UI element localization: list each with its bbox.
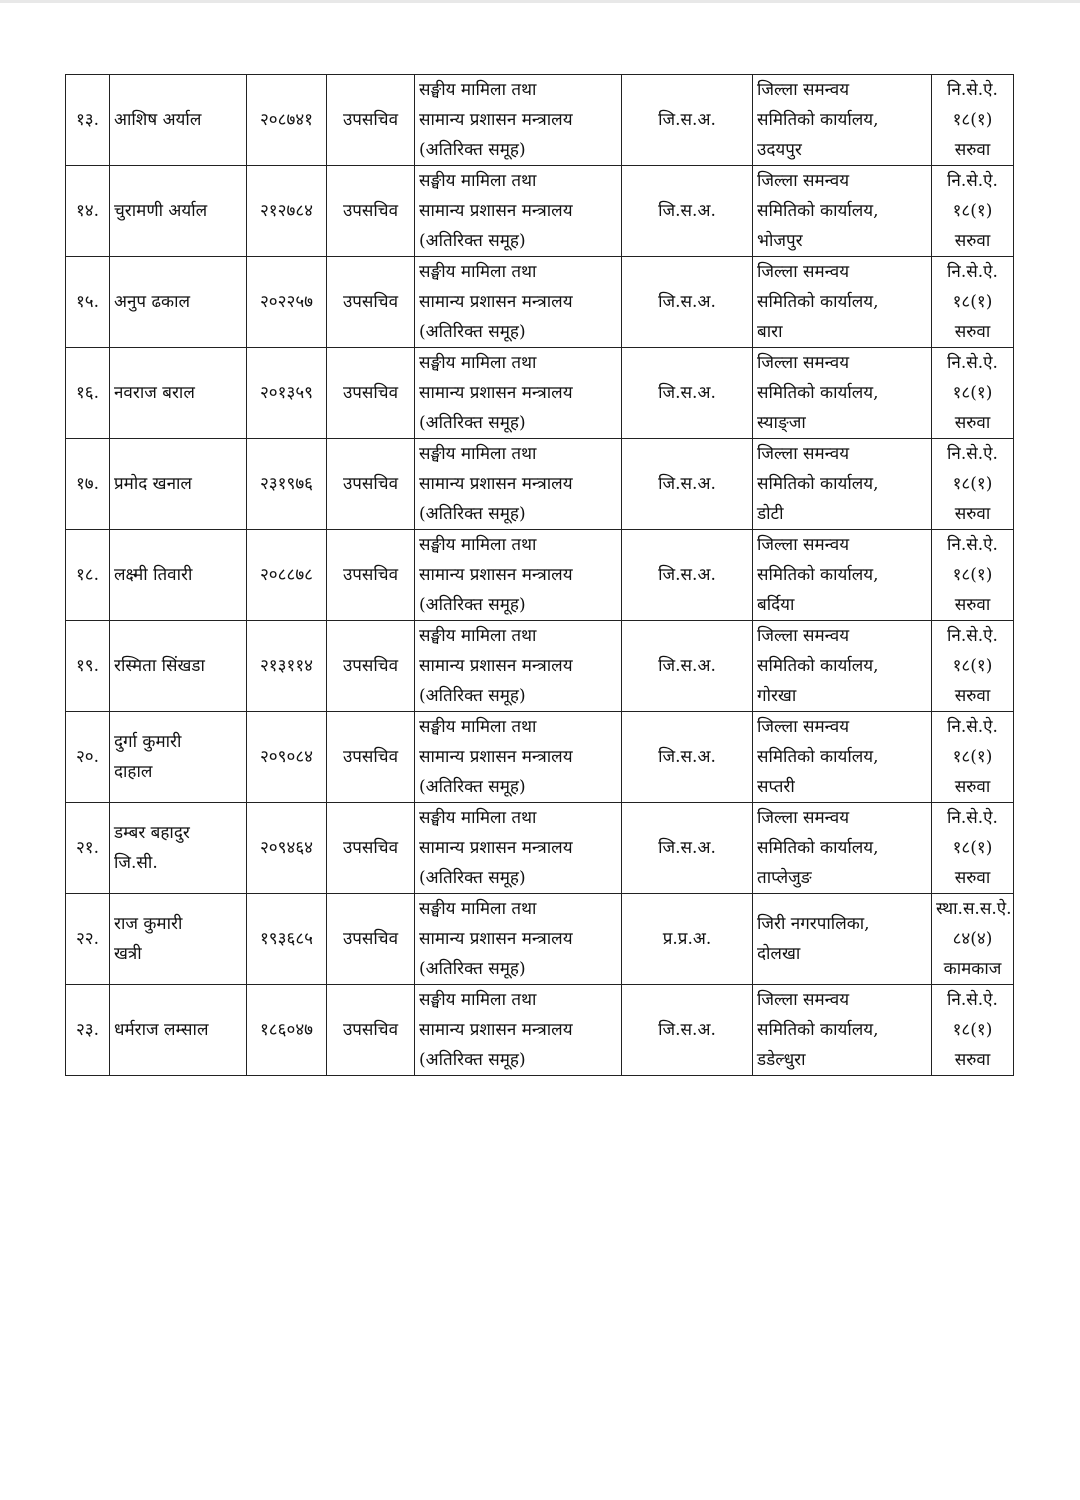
legal-provision-line: नि.से.ऐ. <box>947 717 998 737</box>
legal-provision-line: सरुवा <box>954 322 991 342</box>
table-row <box>66 75 1014 166</box>
destination-office-line: भोजपुर <box>757 231 803 251</box>
current-office-line: (अतिरिक्त समूह) <box>419 1050 526 1070</box>
serial-number-cell: १६. <box>66 348 110 439</box>
current-office-line: (अतिरिक्त समूह) <box>419 595 526 615</box>
table-row <box>66 530 1014 621</box>
table-row <box>66 439 1014 530</box>
current-office-cell <box>415 439 622 530</box>
employee-name-line: डम्बर बहादुर <box>114 823 190 843</box>
legal-provision-line: १८(१) <box>952 747 993 767</box>
current-office-line: सामान्य प्रशासन मन्त्रालय <box>419 929 573 949</box>
employee-name-line: जि.सी. <box>114 853 158 873</box>
assigned-role-cell: जि.स.अ. <box>622 75 753 166</box>
destination-office-cell <box>753 75 932 166</box>
legal-provision-line: १८(१) <box>952 383 993 403</box>
assigned-role-cell: प्र.प्र.अ. <box>622 894 753 985</box>
assigned-role-cell: जि.स.अ. <box>622 166 753 257</box>
current-office-line: सामान्य प्रशासन मन्त्रालय <box>419 474 573 494</box>
current-office-line: सामान्य प्रशासन मन्त्रालय <box>419 838 573 858</box>
employee-name-cell <box>110 803 247 894</box>
current-office-line: सङ्घीय मामिला तथा <box>419 171 537 191</box>
current-office-cell <box>415 75 622 166</box>
destination-office-line: जिल्ला समन्वय <box>757 808 850 828</box>
table-row <box>66 621 1014 712</box>
employee-name-cell <box>110 621 247 712</box>
destination-office-line: समितिको कार्यालय, <box>757 474 879 494</box>
post-cell: उपसचिव <box>327 439 415 530</box>
destination-office-line: सप्तरी <box>757 777 795 797</box>
destination-office-line: जिल्ला समन्वय <box>757 444 850 464</box>
legal-provision-line: नि.से.ऐ. <box>947 353 998 373</box>
serial-number-cell: २३. <box>66 985 110 1076</box>
legal-provision-line: सरुवा <box>954 413 991 433</box>
destination-office-line: जिल्ला समन्वय <box>757 80 850 100</box>
employee-code-cell: २०८७४१ <box>247 75 327 166</box>
legal-provision-line: १८(१) <box>952 201 993 221</box>
current-office-line: सङ्घीय मामिला तथा <box>419 899 537 919</box>
current-office-line: (अतिरिक्त समूह) <box>419 959 526 979</box>
assigned-role-cell: जि.स.अ. <box>622 621 753 712</box>
transfer-table <box>65 74 1014 1076</box>
current-office-line: (अतिरिक्त समूह) <box>419 504 526 524</box>
legal-provision-line: १८(१) <box>952 838 993 858</box>
employee-name-cell <box>110 985 247 1076</box>
destination-office-line: समितिको कार्यालय, <box>757 838 879 858</box>
current-office-line: (अतिरिक्त समूह) <box>419 140 526 160</box>
legal-provision-line: सरुवा <box>954 140 991 160</box>
employee-code-cell: १८६०४७ <box>247 985 327 1076</box>
legal-provision-line: १८(१) <box>952 474 993 494</box>
legal-provision-line: १८(१) <box>952 292 993 312</box>
current-office-line: (अतिरिक्त समूह) <box>419 322 526 342</box>
employee-name-line: दाहाल <box>114 762 153 782</box>
table-row <box>66 348 1014 439</box>
legal-provision-line: सरुवा <box>954 1050 991 1070</box>
post-cell: उपसचिव <box>327 621 415 712</box>
employee-name-cell <box>110 894 247 985</box>
legal-provision-line: सरुवा <box>954 686 991 706</box>
destination-office-line: जिल्ला समन्वय <box>757 171 850 191</box>
current-office-line: सामान्य प्रशासन मन्त्रालय <box>419 1020 573 1040</box>
legal-provision-cell <box>932 985 1014 1076</box>
legal-provision-line: कामकाज <box>943 959 1002 979</box>
current-office-line: सङ्घीय मामिला तथा <box>419 80 537 100</box>
destination-office-line: ताप्लेजुङ <box>757 868 812 888</box>
current-office-line: (अतिरिक्त समूह) <box>419 413 526 433</box>
table-row <box>66 894 1014 985</box>
destination-office-line: समितिको कार्यालय, <box>757 1020 879 1040</box>
post-cell: उपसचिव <box>327 894 415 985</box>
destination-office-line: बर्दिया <box>757 595 795 615</box>
employee-name-line: रस्मिता सिंखडा <box>114 656 205 676</box>
destination-office-line: उदयपुर <box>757 140 802 160</box>
destination-office-line: जिल्ला समन्वय <box>757 626 850 646</box>
destination-office-line: जिल्ला समन्वय <box>757 262 850 282</box>
destination-office-line: समितिको कार्यालय, <box>757 110 879 130</box>
destination-office-line: समितिको कार्यालय, <box>757 565 879 585</box>
destination-office-cell <box>753 166 932 257</box>
legal-provision-line: सरुवा <box>954 231 991 251</box>
legal-provision-line: नि.से.ऐ. <box>947 444 998 464</box>
current-office-cell <box>415 712 622 803</box>
current-office-line: सामान्य प्रशासन मन्त्रालय <box>419 201 573 221</box>
legal-provision-cell <box>932 257 1014 348</box>
destination-office-line: समितिको कार्यालय, <box>757 292 879 312</box>
legal-provision-line: नि.से.ऐ. <box>947 80 998 100</box>
employee-code-cell: १९३६८५ <box>247 894 327 985</box>
serial-number-cell: १९. <box>66 621 110 712</box>
current-office-line: सङ्घीय मामिला तथा <box>419 808 537 828</box>
employee-name-cell <box>110 348 247 439</box>
destination-office-line: समितिको कार्यालय, <box>757 656 879 676</box>
destination-office-line: जिल्ला समन्वय <box>757 717 850 737</box>
legal-provision-cell <box>932 621 1014 712</box>
destination-office-cell <box>753 894 932 985</box>
legal-provision-line: नि.से.ऐ. <box>947 262 998 282</box>
employee-code-cell: २०८८७८ <box>247 530 327 621</box>
legal-provision-cell <box>932 712 1014 803</box>
employee-name-cell <box>110 712 247 803</box>
serial-number-cell: १७. <box>66 439 110 530</box>
employee-code-cell: २३१९७६ <box>247 439 327 530</box>
table-row <box>66 803 1014 894</box>
destination-office-line: डडेल्धुरा <box>757 1050 806 1070</box>
employee-name-line: अनुप ढकाल <box>114 292 191 312</box>
current-office-line: सङ्घीय मामिला तथा <box>419 626 537 646</box>
post-cell: उपसचिव <box>327 985 415 1076</box>
employee-code-cell: २०१३५९ <box>247 348 327 439</box>
post-cell: उपसचिव <box>327 530 415 621</box>
employee-name-line: खत्री <box>114 944 142 964</box>
assigned-role-cell: जि.स.अ. <box>622 439 753 530</box>
current-office-line: सङ्घीय मामिला तथा <box>419 444 537 464</box>
current-office-line: (अतिरिक्त समूह) <box>419 231 526 251</box>
serial-number-cell: १५. <box>66 257 110 348</box>
serial-number-cell: २१. <box>66 803 110 894</box>
employee-name-cell <box>110 439 247 530</box>
assigned-role-cell: जि.स.अ. <box>622 712 753 803</box>
legal-provision-line: १८(१) <box>952 110 993 130</box>
destination-office-cell <box>753 803 932 894</box>
serial-number-cell: २०. <box>66 712 110 803</box>
assigned-role-cell: जि.स.अ. <box>622 348 753 439</box>
destination-office-line: दोलखा <box>757 944 801 964</box>
current-office-line: (अतिरिक्त समूह) <box>419 868 526 888</box>
destination-office-line: गोरखा <box>757 686 797 706</box>
current-office-line: सङ्घीय मामिला तथा <box>419 535 537 555</box>
destination-office-cell <box>753 985 932 1076</box>
legal-provision-line: १८(१) <box>952 656 993 676</box>
employee-name-cell <box>110 166 247 257</box>
current-office-cell <box>415 894 622 985</box>
current-office-cell <box>415 166 622 257</box>
legal-provision-cell <box>932 439 1014 530</box>
legal-provision-line: स्था.स.स.ऐ. <box>936 899 1012 919</box>
table-body <box>66 75 1014 1076</box>
current-office-line: सामान्य प्रशासन मन्त्रालय <box>419 656 573 676</box>
legal-provision-line: नि.से.ऐ. <box>947 535 998 555</box>
destination-office-cell <box>753 257 932 348</box>
legal-provision-cell <box>932 530 1014 621</box>
current-office-line: (अतिरिक्त समूह) <box>419 686 526 706</box>
table-row <box>66 712 1014 803</box>
destination-office-line: स्याङ्जा <box>757 413 806 433</box>
assigned-role-cell: जि.स.अ. <box>622 530 753 621</box>
employee-name-line: लक्ष्मी तिवारी <box>114 565 193 585</box>
employee-name-cell <box>110 75 247 166</box>
legal-provision-line: ८४(४) <box>952 929 993 949</box>
destination-office-cell <box>753 621 932 712</box>
legal-provision-line: नि.से.ऐ. <box>947 626 998 646</box>
destination-office-line: डोटी <box>757 504 784 524</box>
legal-provision-line: सरुवा <box>954 868 991 888</box>
current-office-cell <box>415 803 622 894</box>
assigned-role-cell: जि.स.अ. <box>622 257 753 348</box>
legal-provision-line: नि.से.ऐ. <box>947 171 998 191</box>
current-office-cell <box>415 621 622 712</box>
post-cell: उपसचिव <box>327 257 415 348</box>
legal-provision-line: नि.से.ऐ. <box>947 808 998 828</box>
destination-office-cell <box>753 712 932 803</box>
legal-provision-cell <box>932 166 1014 257</box>
current-office-line: सङ्घीय मामिला तथा <box>419 990 537 1010</box>
legal-provision-cell <box>932 803 1014 894</box>
legal-provision-cell <box>932 894 1014 985</box>
page-top-edge <box>0 0 1080 3</box>
employee-code-cell: २१२७८४ <box>247 166 327 257</box>
employee-name-line: राज कुमारी <box>114 914 183 934</box>
current-office-cell <box>415 985 622 1076</box>
legal-provision-line: नि.से.ऐ. <box>947 990 998 1010</box>
destination-office-line: बारा <box>757 322 783 342</box>
current-office-line: सामान्य प्रशासन मन्त्रालय <box>419 747 573 767</box>
destination-office-cell <box>753 530 932 621</box>
post-cell: उपसचिव <box>327 348 415 439</box>
serial-number-cell: २२. <box>66 894 110 985</box>
current-office-line: सङ्घीय मामिला तथा <box>419 353 537 373</box>
destination-office-line: समितिको कार्यालय, <box>757 747 879 767</box>
employee-name-line: धर्मराज लम्साल <box>114 1020 209 1040</box>
current-office-line: सामान्य प्रशासन मन्त्रालय <box>419 292 573 312</box>
assigned-role-cell: जि.स.अ. <box>622 985 753 1076</box>
legal-provision-line: सरुवा <box>954 595 991 615</box>
employee-code-cell: २०२२५७ <box>247 257 327 348</box>
table-row <box>66 985 1014 1076</box>
legal-provision-line: सरुवा <box>954 777 991 797</box>
legal-provision-line: सरुवा <box>954 504 991 524</box>
serial-number-cell: १३. <box>66 75 110 166</box>
employee-name-line: नवराज बराल <box>114 383 195 403</box>
post-cell: उपसचिव <box>327 712 415 803</box>
post-cell: उपसचिव <box>327 75 415 166</box>
destination-office-line: जिल्ला समन्वय <box>757 990 850 1010</box>
destination-office-cell <box>753 348 932 439</box>
assigned-role-cell: जि.स.अ. <box>622 803 753 894</box>
current-office-line: सङ्घीय मामिला तथा <box>419 717 537 737</box>
employee-name-line: आशिष अर्याल <box>114 110 202 130</box>
destination-office-line: जिल्ला समन्वय <box>757 535 850 555</box>
current-office-line: सङ्घीय मामिला तथा <box>419 262 537 282</box>
destination-office-line: जिरी नगरपालिका, <box>757 914 870 934</box>
table-row <box>66 257 1014 348</box>
destination-office-line: समितिको कार्यालय, <box>757 383 879 403</box>
legal-provision-line: १८(१) <box>952 1020 993 1040</box>
serial-number-cell: १८. <box>66 530 110 621</box>
current-office-line: सामान्य प्रशासन मन्त्रालय <box>419 383 573 403</box>
current-office-line: सामान्य प्रशासन मन्त्रालय <box>419 565 573 585</box>
current-office-line: सामान्य प्रशासन मन्त्रालय <box>419 110 573 130</box>
destination-office-line: जिल्ला समन्वय <box>757 353 850 373</box>
current-office-line: (अतिरिक्त समूह) <box>419 777 526 797</box>
employee-name-cell <box>110 530 247 621</box>
legal-provision-cell <box>932 75 1014 166</box>
employee-name-line: चुरामणी अर्याल <box>114 201 208 221</box>
serial-number-cell: १४. <box>66 166 110 257</box>
legal-provision-cell <box>932 348 1014 439</box>
employee-code-cell: २१३११४ <box>247 621 327 712</box>
current-office-cell <box>415 257 622 348</box>
post-cell: उपसचिव <box>327 166 415 257</box>
employee-name-line: दुर्गा कुमारी <box>114 732 182 752</box>
destination-office-cell <box>753 439 932 530</box>
legal-provision-line: १८(१) <box>952 565 993 585</box>
employee-code-cell: २०९४६४ <box>247 803 327 894</box>
employee-name-line: प्रमोद खनाल <box>114 474 192 494</box>
destination-office-line: समितिको कार्यालय, <box>757 201 879 221</box>
employee-name-cell <box>110 257 247 348</box>
post-cell: उपसचिव <box>327 803 415 894</box>
current-office-cell <box>415 348 622 439</box>
table-row <box>66 166 1014 257</box>
current-office-cell <box>415 530 622 621</box>
employee-code-cell: २०९०८४ <box>247 712 327 803</box>
